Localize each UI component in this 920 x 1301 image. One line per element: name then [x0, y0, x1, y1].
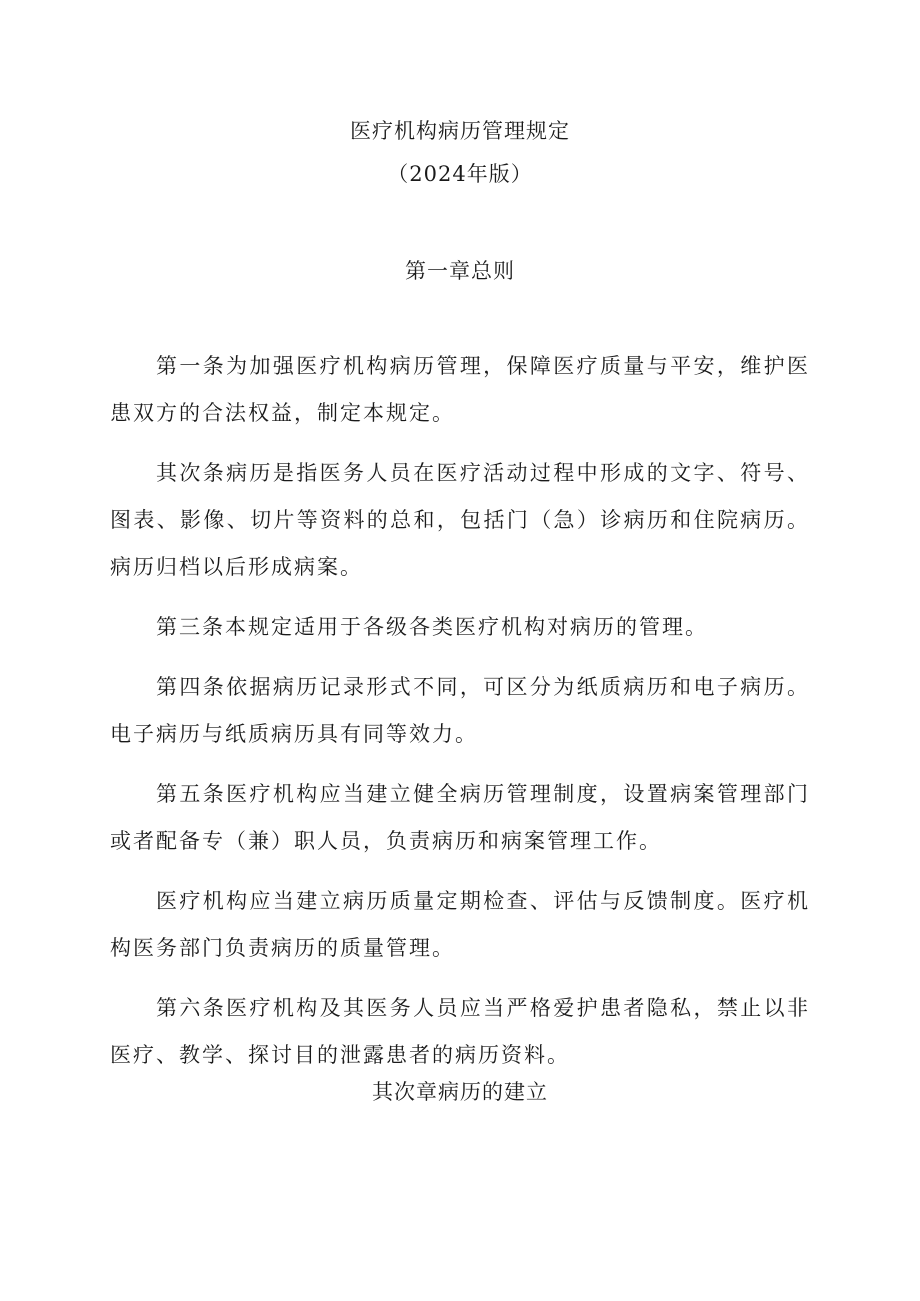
article-paragraph: 其次条病历是指医务人员在医疗活动过程中形成的文字、符号、图表、影像、切片等资料的总和，包括门（急）诊病历和住院病历。病历归档以后形成病案。 — [110, 461, 810, 579]
body-text — [110, 343, 810, 1092]
article-paragraph: 第五条医疗机构应当建立健全病历管理制度，设置病案管理部门或者配备专（兼）职人员，负责病历和病案管理工作。 — [110, 782, 810, 853]
document-title: 医疗机构病历管理规定 — [350, 119, 570, 143]
document-subtitle: （2024年版） — [387, 162, 533, 186]
chapter-heading: 第一章总则 — [405, 259, 515, 283]
article-paragraph: 第三条本规定适用于各级各类医疗机构对病历的管理。 — [156, 615, 708, 639]
chapter-heading: 其次章病历的建立 — [372, 1080, 548, 1104]
article-paragraph: 第一条为加强医疗机构病历管理，保障医疗质量与平安，维护医患双方的合法权益，制定本规定。 — [110, 354, 810, 425]
article-paragraph: 第六条医疗机构及其医务人员应当严格爱护患者隐私，禁止以非医疗、教学、探讨目的泄露患者的病历资料。 — [110, 996, 810, 1067]
article-paragraph: 第四条依据病历记录形式不同，可区分为纸质病历和电子病历。电子病历与纸质病历具有同等效力。 — [110, 675, 810, 746]
article-paragraph: 医疗机构应当建立病历质量定期检查、评估与反馈制度。医疗机构医务部门负责病历的质量管理。 — [110, 889, 810, 960]
